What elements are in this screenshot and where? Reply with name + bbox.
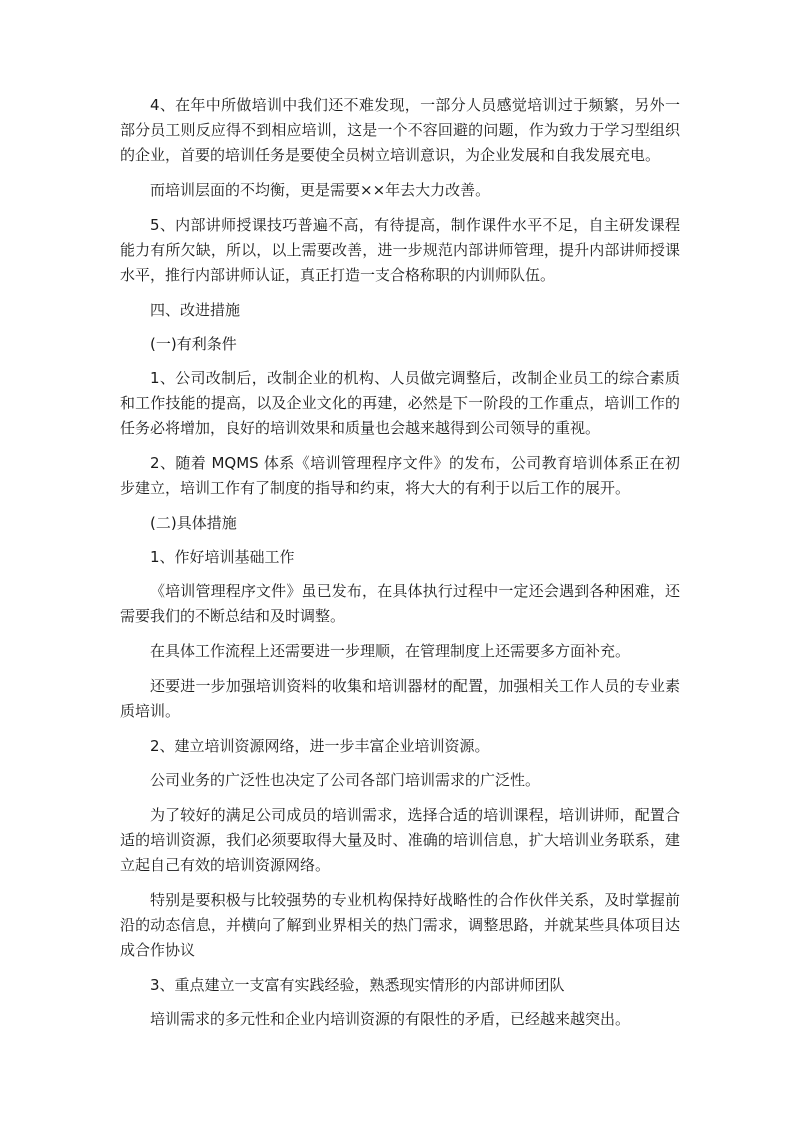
- item-heading: 3、重点建立一支富有实践经验，熟悉现实情形的内部讲师团队: [150, 976, 565, 994]
- paragraph: 为了较好的满足公司成员的培训需求，选择合适的培训课程，培训讲师，配置合适的培训资源，我们必须要取得大量及时、准确的培训信息，扩大培训业务联系，建立起自己有效的培训资源网络。: [120, 806, 680, 874]
- subsection-heading: (二)具体措施: [150, 514, 237, 532]
- paragraph: 《培训管理程序文件》虽已发布，在具体执行过程中一定还会遇到各种困难，还需要我们的不断总结和及时调整。: [120, 582, 680, 625]
- section-heading: 四、改进措施: [150, 301, 241, 319]
- paragraph: 在具体工作流程上还需要进一步理顺，在管理制度上还需要多方面补充。: [150, 642, 631, 660]
- paragraph: 特别是要积极与比较强势的专业机构保持好战略性的合作伙伴关系，及时掌握前沿的动态信息，并横向了解到业界相关的热门需求，调整思路，并就某些具体项目达成合作协议: [120, 891, 680, 959]
- paragraph: 公司业务的广泛性也决定了公司各部门培训需求的广泛性。: [150, 771, 541, 789]
- paragraph: 1、公司改制后，改制企业的机构、人员做完调整后，改制企业员工的综合素质和工作技能的提高，以及企业文化的再建，必然是下一阶段的工作重点，培训工作的任务必将增加，良好的培训效果和质量也会越来越得到公司领导的重视。: [120, 369, 680, 437]
- document-body: [120, 93, 680, 1042]
- paragraph: 还要进一步加强培训资料的收集和培训器材的配置，加强相关工作人员的专业素质培训。: [120, 677, 680, 720]
- subsection-heading: (一)有利条件: [150, 335, 237, 353]
- paragraph: 2、随着 MQMS 体系《培训管理程序文件》的发布，公司教育培训体系正在初步建立，培训工作有了制度的指导和约束，将大大的有利于以后工作的展开。: [120, 454, 680, 497]
- paragraph: 4、在年中所做培训中我们还不难发现，一部分人员感觉培训过于频繁，另外一部分员工则反应得不到相应培训，这是一个不容回避的问题，作为致力于学习型组织的企业，首要的培训任务是要使全员树立培训意识，为企业发展和自我发展充电。: [120, 96, 680, 164]
- paragraph: 5、内部讲师授课技巧普遍不高，有待提高，制作课件水平不足，自主研发课程能力有所欠缺，所以，以上需要改善，进一步规范内部讲师管理，提升内部讲师授课水平，推行内部讲师认证，真正打造一支合格称职的内训师队伍。: [120, 216, 680, 284]
- paragraph: 培训需求的多元性和企业内培训资源的有限性的矛盾，已经越来越突出。: [150, 1010, 631, 1028]
- paragraph: 而培训层面的不均衡，更是需要××年去大力改善。: [150, 181, 491, 199]
- item-heading: 2、建立培训资源网络，进一步丰富企业培训资源。: [150, 737, 490, 755]
- item-heading: 1、作好培训基础工作: [150, 548, 295, 566]
